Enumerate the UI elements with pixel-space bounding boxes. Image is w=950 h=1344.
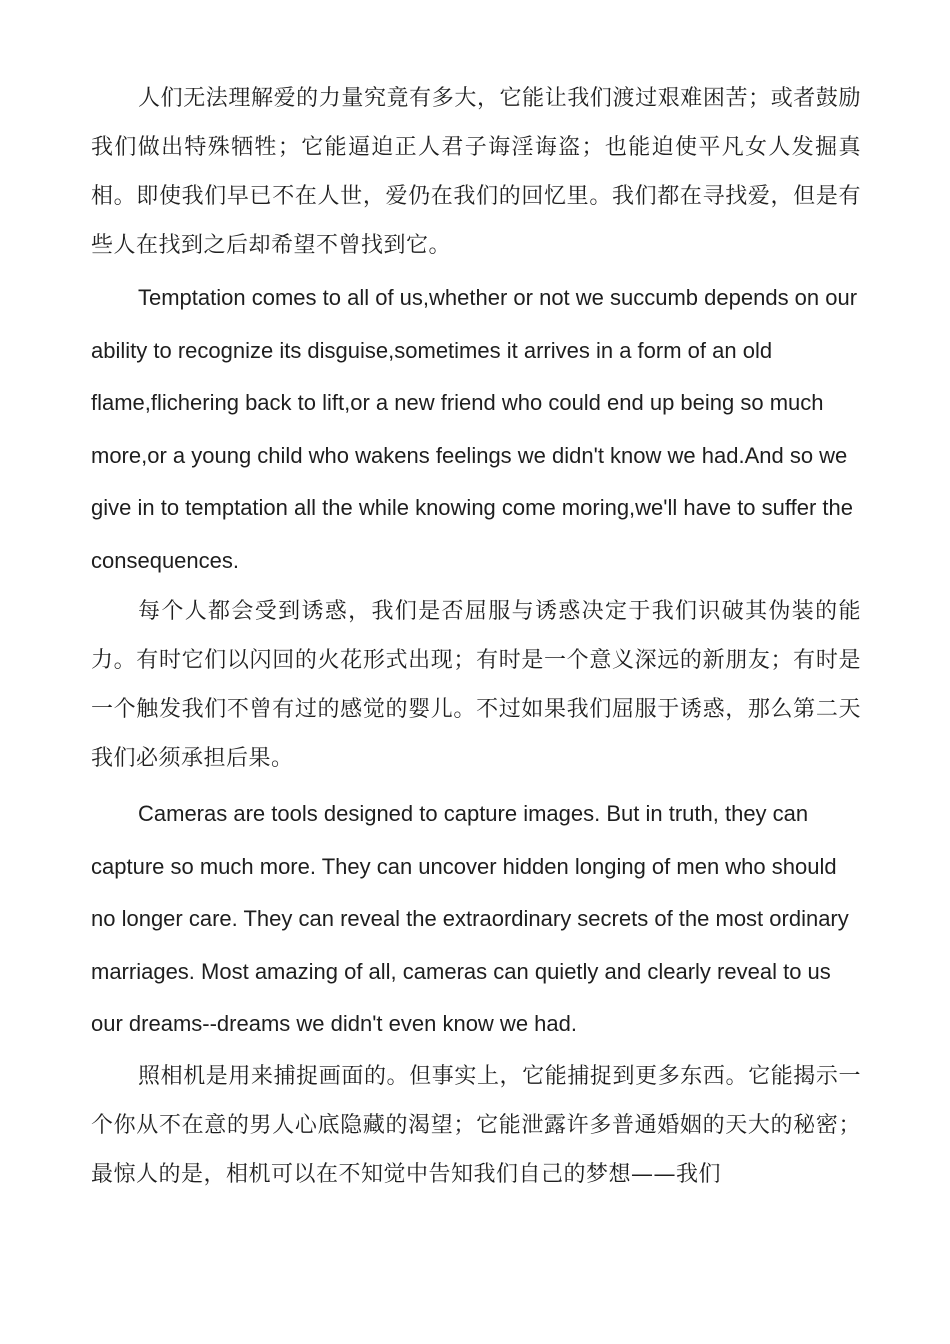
paragraph-cameras-zh: 照相机是用来捕捉画面的。但事实上，它能捕捉到更多东西。它能揭示一个你从不在意的男人心底隐藏的渴望；它能泄露许多普通婚姻的天大的秘密；最惊人的是，相机可以在不知觉中告知我们自己的梦想——我们 (91, 1064, 861, 1187)
paragraph-cameras-en: Cameras are tools designed to capture images. But in truth, they can capture so much more. They can uncover hidden longing of men who should no longer care. They can reveal the extraordinary secrets of the most ordinary marriages. Most amazing of all, cameras can quietly and clearly reveal to us our dreams--dreams we didn't even know we had. (91, 801, 849, 1036)
paragraph-love-zh: 人们无法理解爱的力量究竟有多大，它能让我们渡过艰难困苦；或者鼓励我们做出特殊牺牲；它能逼迫正人君子诲淫诲盗；也能迫使平凡女人发掘真相。即使我们早已不在人世，爱仍在我们的回忆里。我们都在寻找爱，但是有些人在找到之后却希望不曾找到它。 (91, 86, 861, 258)
paragraph-temptation-en: Temptation comes to all of us,whether or not we succumb depends on our ability to recognize its disguise,sometimes it arrives in a form of an old flame,flichering back to lift,or a new friend who could end up being so much more,or a young child who wakens feelings we didn't know we had.And so we give in to temptation all the while knowing come moring,we'll have to suffer the consequences. (91, 285, 858, 573)
paragraph-temptation-zh: 每个人都会受到诱惑，我们是否屈服与诱惑决定于我们识破其伪装的能力。有时它们以闪回的火花形式出现；有时是一个意义深远的新朋友；有时是一个触发我们不曾有过的感觉的婴儿。不过如果我们屈服于诱惑，那么第二天我们必须承担后果。 (91, 599, 861, 771)
